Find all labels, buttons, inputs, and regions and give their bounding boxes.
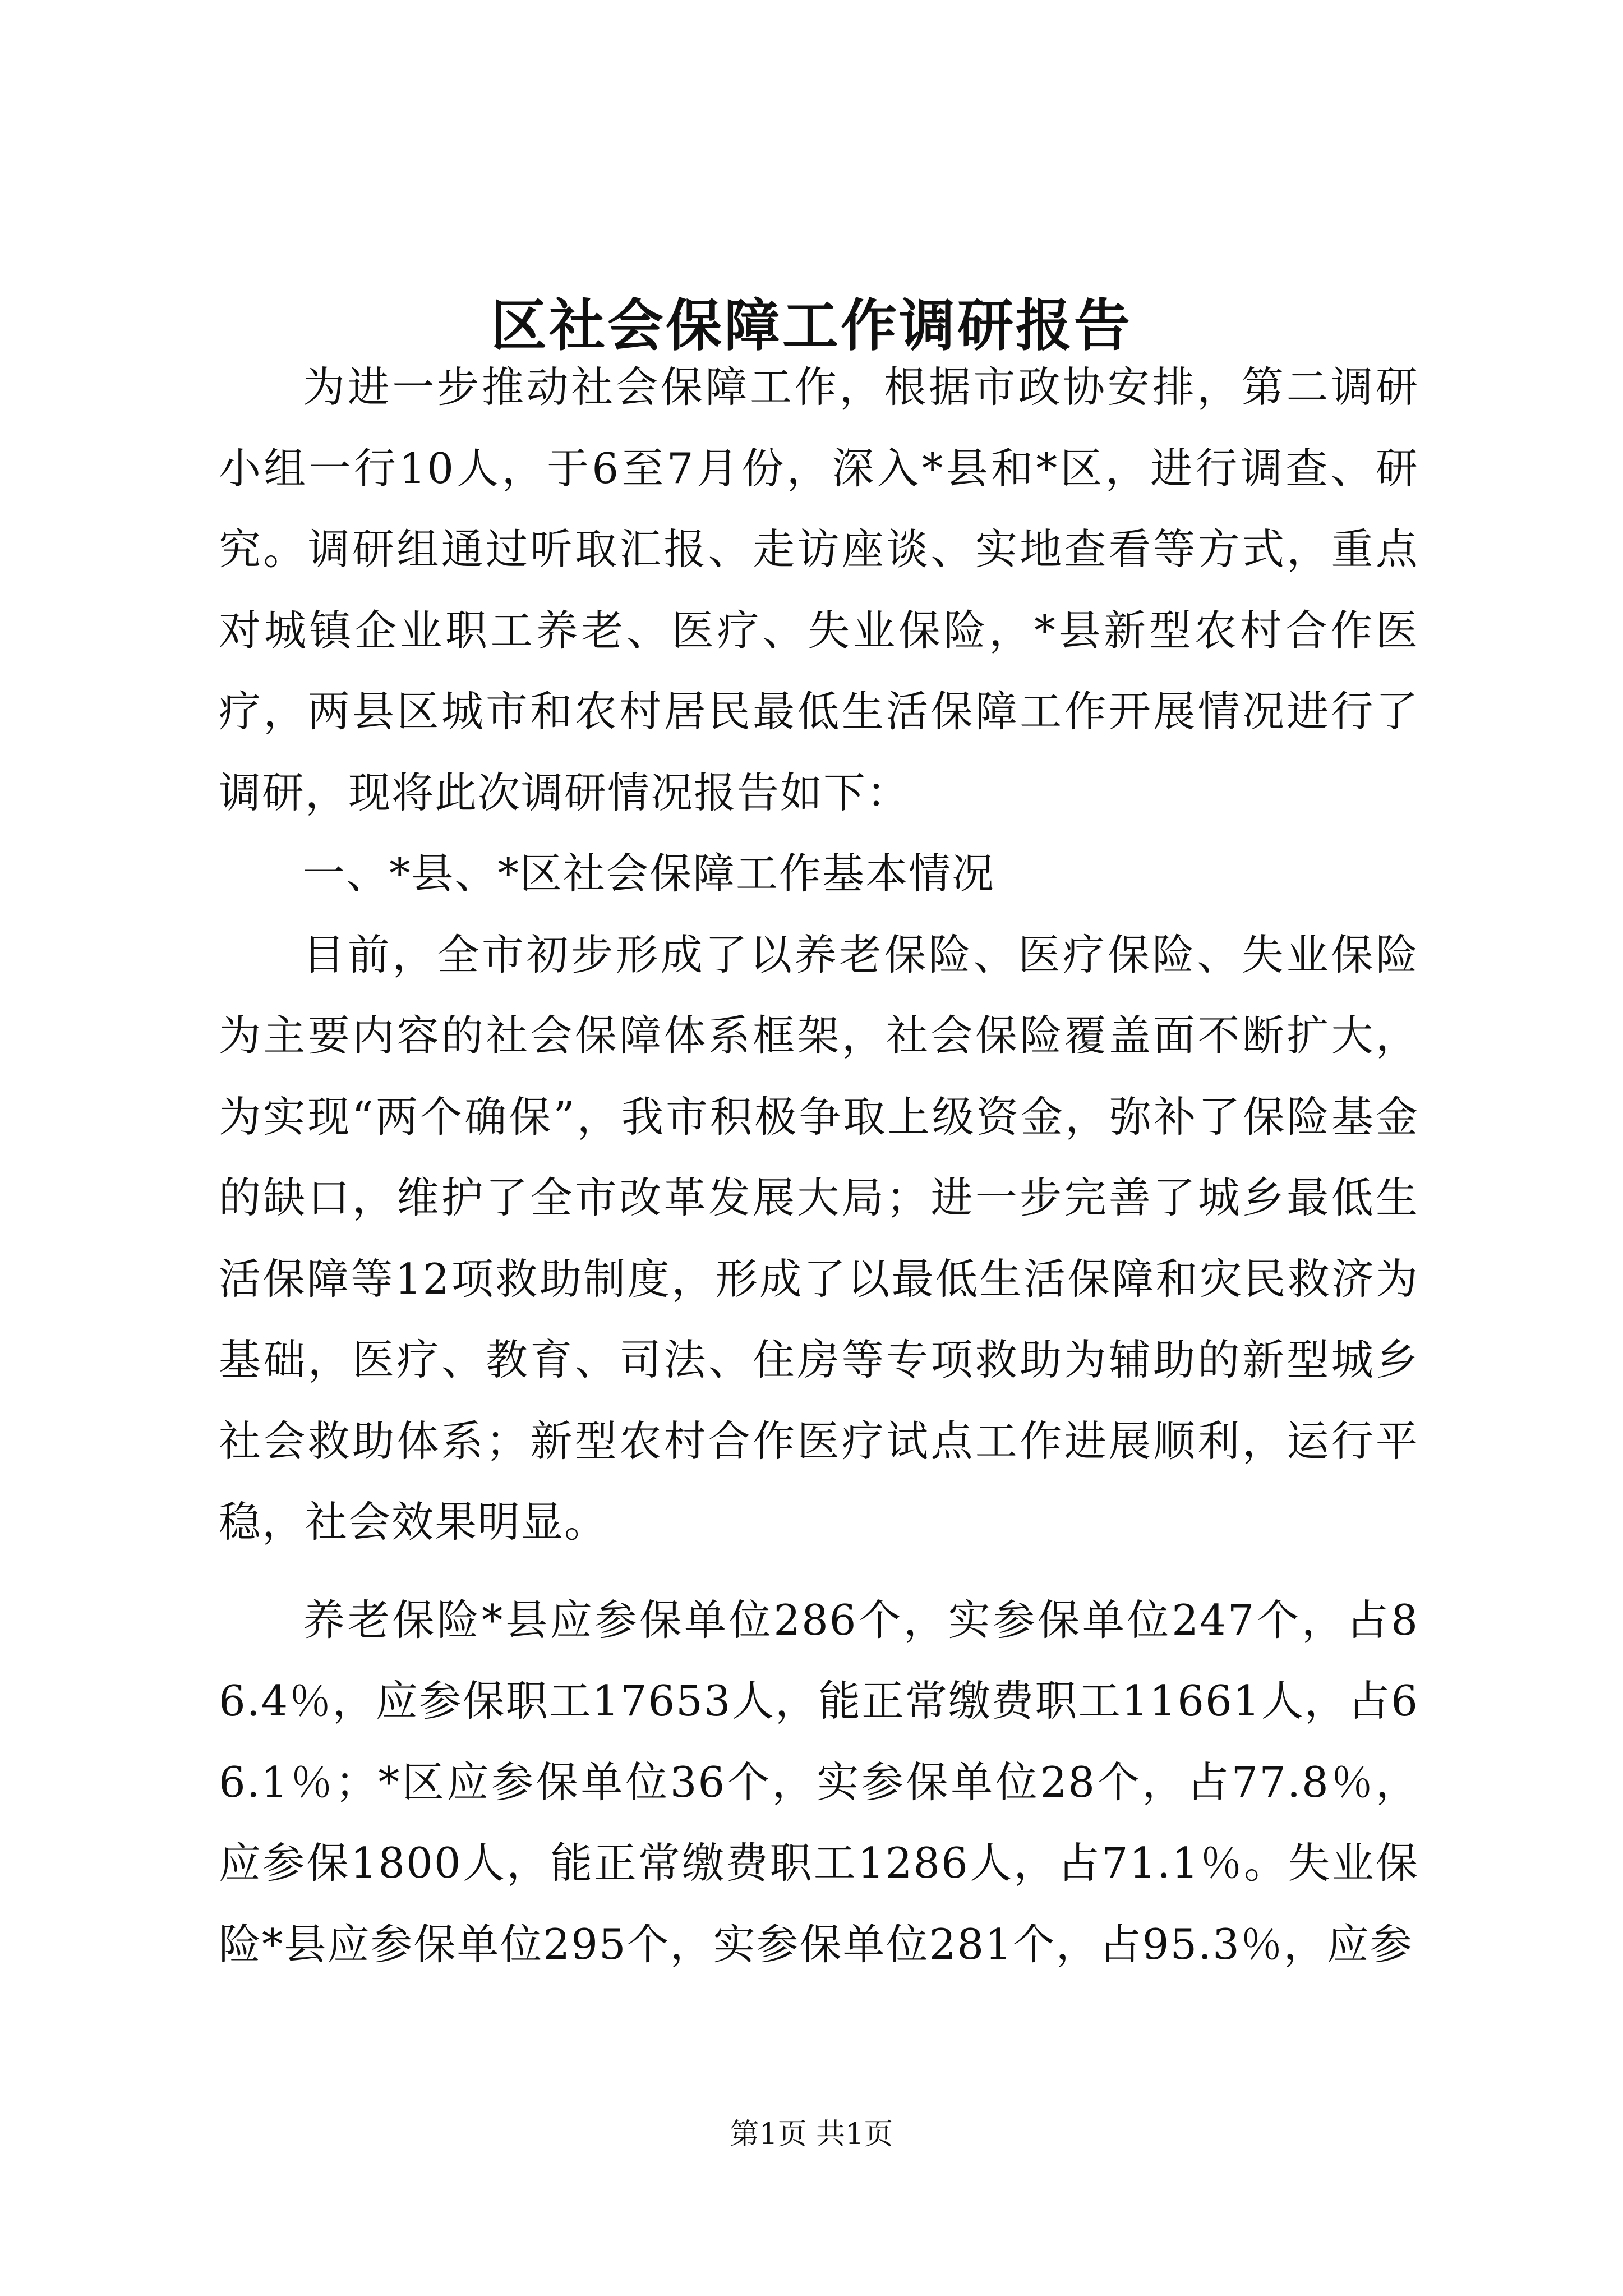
section-heading: 一、*县、*区社会保障工作基本情况 <box>303 849 995 898</box>
paragraph-intro: 为进一步推动社会保障工作，根据市政协安排，第二调研小组一行10人，于6至7月份，深入*县和*区，进行调查、研究。调研组通过听取汇报、走访座谈、实地查看等方式，重点对城镇企业职工养老、医疗、失业保险，*县新型农村合作医疗，两县区城市和农村居民最低生活保障工作开展情况进行了调研，现将此次调研情况报告如下： <box>219 362 1419 817</box>
paragraph-overview: 目前，全市初步形成了以养老保险、医疗保险、失业保险为主要内容的社会保障体系框架，社会保险覆盖面不断扩大，为实现“两个确保”，我市积极争取上级资金，弥补了保险基金的缺口，维护了全市改革发展大局；进一步完善了城乡最低生活保障等12项救助制度，形成了以最低生活保障和灾民救济为基础，医疗、教育、司法、住房等专项救助为辅助的新型城乡社会救助体系；新型农村合作医疗试点工作进展顺利，运行平稳，社会效果明显。 <box>219 930 1419 1547</box>
page-number-footer: 第1页 共1页 <box>730 2118 893 2151</box>
document-body <box>219 347 1419 1985</box>
paragraph-statistics: 养老保险*县应参保单位286个，实参保单位247个，占86.4％，应参保职工17653人，能正常缴费职工11661人，占66.1％；*区应参保单位36个，实参保单位28个，占77.8％，应参保1800人，能正常缴费职工1286人，占71.1％。失业保险*县应参保单位295个，实参保单位281个，占95.3％，应参 <box>219 1595 1419 1969</box>
document-title: 区社会保障工作调研报告 <box>491 292 1132 358</box>
